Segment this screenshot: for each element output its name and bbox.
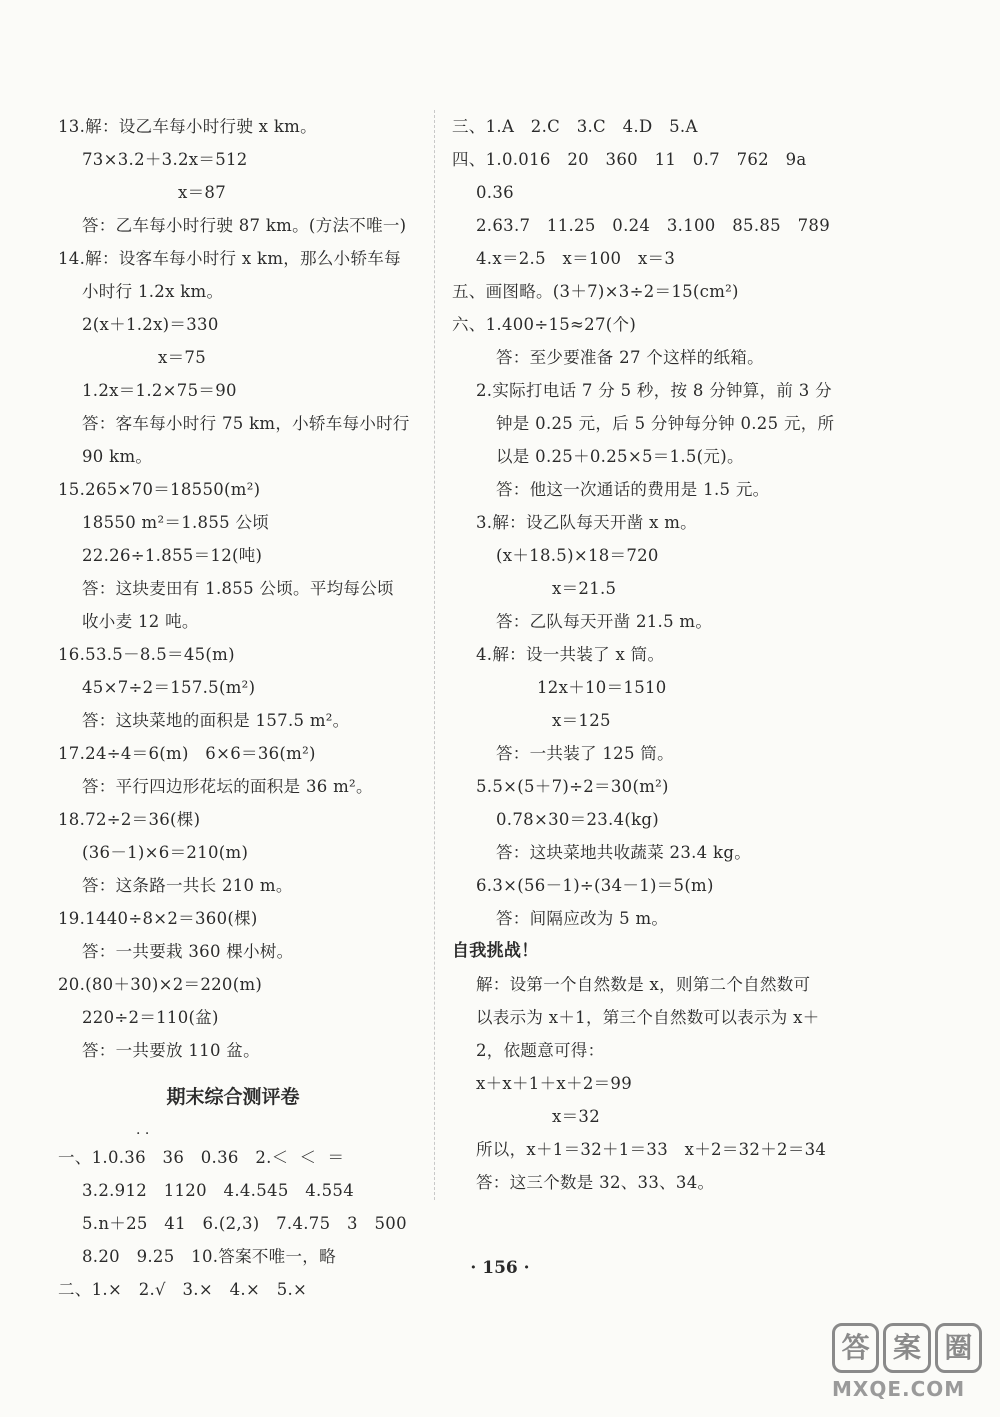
answer-line: 17.24÷4＝6(m) 6×6＝36(m²) [58, 744, 316, 763]
left-column [58, 110, 428, 1306]
answer-line: 答：至少要准备 27 个这样的纸箱。 [496, 348, 764, 367]
answer-line: 答：客车每小时行 75 km，小轿车每小时行 [82, 414, 410, 433]
answer-line: 13.解：设乙车每小时行驶 x km。 [58, 117, 317, 136]
answer-line: (36－1)×6＝210(m) [82, 843, 249, 862]
watermark-domain: MXQE.COM [832, 1377, 966, 1401]
answer-line: 解：设第一个自然数是 x，则第二个自然数可 [476, 975, 811, 994]
answer-line: 小时行 1.2x km。 [82, 282, 224, 301]
answer-line: 4.x＝2.5 x＝100 x＝3 [476, 249, 676, 268]
section-title: 期末综合测评卷 [166, 1086, 300, 1108]
answer-line: 45×7÷2＝157.5(m²) [82, 678, 256, 697]
answer-line: 答：他这一次通话的费用是 1.5 元。 [496, 480, 770, 499]
answer-line: x＝125 [552, 711, 611, 730]
answer-line: 8.20 9.25 10.答案不唯一，略 [82, 1247, 336, 1266]
answer-line: 以是 0.25＋0.25×5＝1.5(元)。 [496, 447, 744, 466]
answer-line: 20.(80＋30)×2＝220(m) [58, 975, 263, 994]
answer-line: 答：平行四边形花坛的面积是 36 m²。 [82, 777, 373, 796]
answer-line: 73×3.2＋3.2x＝512 [82, 150, 248, 169]
answer-line: 18550 m²＝1.855 公顷 [82, 513, 270, 532]
answer-line: 2(x＋1.2x)＝330 [82, 315, 219, 334]
answer-line: 答：一共要栽 360 棵小树。 [82, 942, 294, 961]
answer-line: 90 km。 [82, 447, 153, 466]
answer-line: 二、1.× 2.√ 3.× 4.× 5.× [58, 1280, 308, 1299]
answer-line: 2，依题意可得： [476, 1041, 605, 1060]
right-column [452, 110, 852, 1199]
answer-line: 答：一共装了 125 筒。 [496, 744, 674, 763]
answer-line: 12x＋10＝1510 [537, 678, 667, 697]
emphasis-dots: · · [136, 1126, 150, 1142]
answer-line: x＝21.5 [552, 579, 617, 598]
watermark-char: 圈 [935, 1323, 982, 1373]
answer-line: 14.解：设客车每小时行 x km，那么小轿车每 [58, 249, 401, 268]
answer-line: 收小麦 12 吨。 [82, 612, 199, 631]
answer-line: x＝32 [552, 1107, 601, 1126]
answer-line: 答：这块菜地的面积是 157.5 m²。 [82, 711, 350, 730]
answer-line: 0.36 [476, 183, 514, 202]
answer-line: 四、1.0.016 20 360 11 0.7 762 9a [452, 150, 807, 169]
answer-line: 答：一共要放 110 盆。 [82, 1041, 260, 1060]
answer-line: 六、1.400÷15≈27(个) [452, 315, 637, 334]
answer-line: 15.265×70＝18550(m²) [58, 480, 261, 499]
answer-line: 2.实际打电话 7 分 5 秒，按 8 分钟算，前 3 分 [476, 381, 832, 400]
answer-line: 19.1440÷8×2＝360(棵) [58, 909, 258, 928]
answer-line: 5.n＋25 41 6.(2,3) 7.4.75 3 500 [82, 1214, 407, 1233]
answer-line: 22.26÷1.855＝12(吨) [82, 546, 263, 565]
answer-line: x＝87 [178, 183, 227, 202]
answer-line: 0.78×30＝23.4(kg) [496, 810, 660, 829]
answer-line: 答：间隔应改为 5 m。 [496, 909, 669, 928]
left-bottom-lines [58, 1141, 428, 1306]
answer-line: 所以，x＋1＝32＋1＝33 x＋2＝32＋2＝34 [476, 1140, 827, 1159]
answer-line: 6.3×(56－1)÷(34－1)＝5(m) [476, 876, 714, 895]
left-answer-lines [58, 110, 428, 1067]
watermark-char: 案 [883, 1323, 930, 1373]
column-divider [434, 110, 435, 1200]
answer-line: 3.2.912 1120 4.4.545 4.554 [82, 1181, 354, 1200]
answer-line: 答：这块麦田有 1.855 公顷。平均每公顷 [82, 579, 394, 598]
answer-line: 3.解：设乙队每天开凿 x m。 [476, 513, 697, 532]
watermark-char: 答 [832, 1323, 879, 1373]
answer-line: 2.63.7 11.25 0.24 3.100 85.85 789 [476, 216, 830, 235]
answer-line: 18.72÷2＝36(棵) [58, 810, 201, 829]
answer-line: 4.解：设一共装了 x 筒。 [476, 645, 665, 664]
answer-line: x＝75 [158, 348, 207, 367]
answer-line: 钟是 0.25 元，后 5 分钟每分钟 0.25 元，所 [496, 414, 835, 433]
answer-line: 答：这条路一共长 210 m。 [82, 876, 293, 895]
watermark-logo [832, 1323, 982, 1401]
answer-line: 答：乙车每小时行驶 87 km。(方法不唯一) [82, 216, 407, 235]
page-number: · 156 · [470, 1258, 530, 1278]
answer-line: 三、1.A 2.C 3.C 4.D 5.A [452, 117, 698, 136]
answer-line: 五、画图略。(3＋7)×3÷2＝15(cm²) [452, 282, 739, 301]
answer-line: x＋x＋1＋x＋2＝99 [476, 1074, 633, 1093]
answer-line: 答：这三个数是 32、33、34。 [476, 1173, 715, 1192]
answer-line: 16.53.5－8.5＝45(m) [58, 645, 235, 664]
answer-line: 1.2x＝1.2×75＝90 [82, 381, 237, 400]
answer-line: 答：这块菜地共收蔬菜 23.4 kg。 [496, 843, 751, 862]
answer-line: (x＋18.5)×18＝720 [496, 546, 659, 565]
answer-line: 一、1.0.36 36 0.36 2.＜ ＜ ＝ [58, 1148, 345, 1167]
answer-line: 答：乙队每天开凿 21.5 m。 [496, 612, 713, 631]
answer-line: 5.5×(5＋7)÷2＝30(m²) [476, 777, 669, 796]
challenge-heading: 自我挑战！ [452, 941, 539, 961]
answer-line: 以表示为 x＋1，第三个自然数可以表示为 x＋ [476, 1008, 820, 1027]
right-answer-lines [452, 110, 852, 1199]
answer-line: 220÷2＝110(盆) [82, 1008, 219, 1027]
